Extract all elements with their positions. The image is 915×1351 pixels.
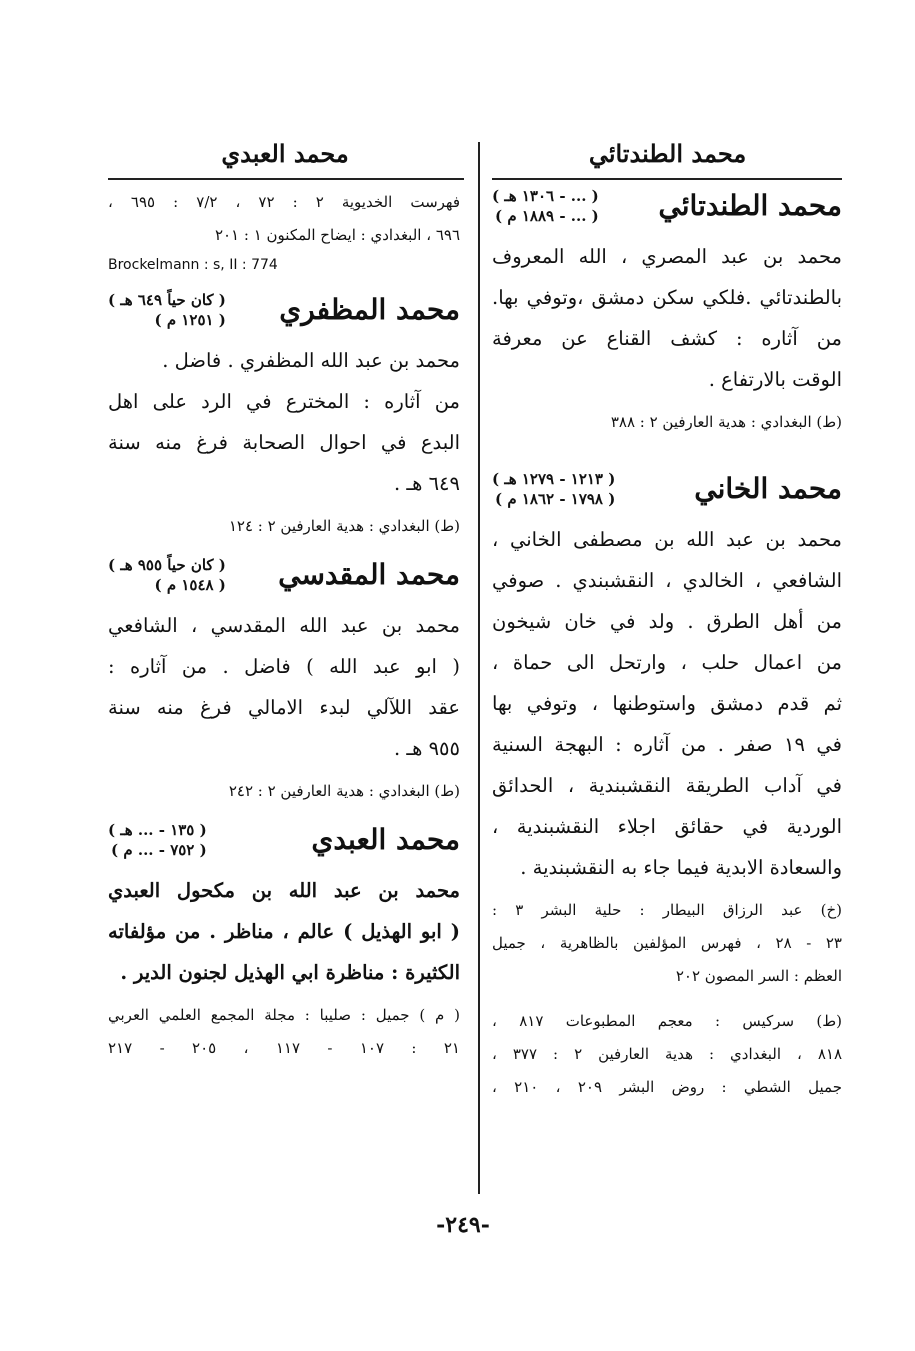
entry-name: محمد المظفري: [279, 293, 460, 326]
entry-name: محمد الطندتائي: [658, 189, 842, 222]
entry-name: محمد الخاني: [694, 472, 842, 505]
body-line: من أهل الطرق . ولد في خان شيخون: [492, 610, 842, 633]
entry-sources: [492, 1005, 842, 1104]
dates-gregorian: ( ١٧٩٨ - ١٨٦٢ م ): [495, 490, 616, 508]
dates-gregorian: ( ١٢٥١ م ): [154, 311, 226, 329]
entry-sources: [108, 999, 460, 1065]
source-latin: Brockelmann : s, II : 774: [108, 257, 278, 273]
running-header-left: محمد العبدي: [221, 139, 349, 168]
source-line: فهرست الخديوية ٢ : ٧٢ ، ٧/٢ : ٦٩٥ ،: [108, 193, 460, 211]
entry-body: [108, 605, 460, 769]
dates-hijri: ( كان حياً ٩٥٥ هـ ): [108, 556, 226, 574]
dates-hijri: ( ١٢١٣ - ١٢٧٩ هـ ): [492, 470, 616, 488]
dates-gregorian: ( ١٥٤٨ م ): [154, 576, 226, 594]
dates-hijri: ( كان حياً ٦٤٩ هـ ): [108, 291, 226, 309]
running-header-right: محمد الطندتائي: [588, 139, 747, 168]
body-line: من آثاره : كشف القناع عن معرفة: [492, 327, 842, 350]
body-line: الوقت بالارتفاع .: [708, 368, 842, 391]
body-line: ( ابو عبد الله ) فاضل . من آثاره :: [108, 655, 460, 678]
entry-khani: [492, 469, 842, 1104]
body-line: محمد بن عبد المصري ، الله المعروف: [492, 245, 842, 268]
entry-body: [108, 870, 460, 993]
source-line: جميل الشطي : روض البشر ٢٠٩ ، ٢١٠ ،: [492, 1078, 842, 1096]
body-line: والسعادة الابدية فيما جاء به النقشبندية .: [520, 856, 842, 879]
entry-sources: [492, 406, 842, 439]
entry-maqdisi: [108, 555, 460, 808]
right-column: [492, 186, 842, 1116]
entry-name: محمد العبدي: [311, 823, 460, 856]
body-line: من آثاره : المخترع في الرد على اهل: [108, 390, 460, 413]
entry-sources: [108, 775, 460, 808]
dates-hijri: ( ١٣٥ - ... هـ ): [108, 821, 207, 839]
body-line: من اعمال حلب ، وارتحل الى حماة ،: [492, 651, 842, 674]
body-line: ٦٤٩ هـ .: [393, 472, 460, 495]
source-line: ( م ) جميل : صليبا : مجلة المجمع العلمي العربي: [108, 1006, 460, 1024]
entry-body: [492, 519, 842, 888]
dates-hijri: ( ... - ١٣٠٦ هـ ): [492, 187, 599, 205]
entry-dates: [108, 820, 207, 860]
header-rule-right: [492, 178, 842, 180]
body-line: محمد بن عبد الله المظفري . فاضل .: [162, 349, 460, 372]
source-line: ٢٣ - ٢٨ ، فهرس المؤلفين بالظاهرية ، جميل: [492, 934, 842, 952]
dates-gregorian: ( ٧٥٢ - ... م ): [111, 841, 207, 859]
body-line: بالطندتائي .فلكي سكن دمشق ،وتوفي بها.: [492, 286, 842, 309]
entry-dates: [492, 469, 615, 509]
body-line: الشافعي ، الخالدي ، النقشبندي . صوفي: [492, 569, 842, 592]
body-line: في آداب الطريقة النقشبندية ، الحدائق: [492, 774, 842, 797]
body-line: محمد بن عبد الله بن مكحول العبدي: [108, 879, 460, 902]
header-rule-left: [108, 178, 464, 180]
entry-heading: [492, 186, 842, 226]
entry-dates: [108, 290, 226, 330]
source-line: (ط) سركيس : معجم المطبوعات ٨١٧ ،: [492, 1012, 842, 1030]
body-line: في ١٩ صفر . من آثاره : البهجة السنية: [492, 733, 842, 756]
entry-muzaffari: [108, 290, 460, 543]
body-line: عقد اللآلي لبدء الامالي فرغ منه سنة: [108, 696, 460, 719]
body-line: الوردية في حقائق اجلاء النقشبندية ،: [492, 815, 842, 838]
body-line: محمد بن عبد الله بن مصطفى الخاني ،: [492, 528, 842, 551]
left-column: [108, 186, 460, 1077]
entry-sources: [108, 510, 460, 543]
entry-name: محمد المقدسي: [278, 558, 460, 591]
source-line: العظم : السر المصون ٢٠٢: [675, 967, 842, 985]
entry-sources: [492, 894, 842, 993]
entry-dates: [492, 186, 599, 226]
source-line: (ط) البغدادي : هدية العارفين ٢ : ٣٨٨: [610, 413, 842, 431]
entry-dates: [108, 555, 226, 595]
source-line: ٦٩٦ ، البغدادي : ايضاح المكنون ١ : ٢٠١: [214, 226, 460, 244]
page-number: -٢٤٩-: [436, 1212, 490, 1238]
body-line: ٩٥٥ هـ .: [393, 737, 460, 760]
column-divider: [478, 142, 480, 1194]
source-line: (ط) البغدادي : هدية العارفين ٢ : ١٢٤: [228, 517, 460, 535]
entry-heading: [108, 290, 460, 330]
entry-abdi: [108, 820, 460, 1065]
body-line: البدع في احوال الصحابة فرغ منه سنة: [108, 431, 460, 454]
body-line: ثم قدم دمشق واستوطنها ، وتوفي بها: [492, 692, 842, 715]
entry-tantatai: [492, 186, 842, 439]
continued-sources: [108, 186, 460, 278]
source-line: ٨١٨ ، البغدادي : هدية العارفين ٢ : ٣٧٧ ،: [492, 1045, 843, 1063]
dates-gregorian: ( ... - ١٨٨٩ م ): [495, 207, 599, 225]
entry-body: [108, 340, 460, 504]
entry-body: [492, 236, 842, 400]
body-line: ( ابو الهذيل ) عالم ، مناظر . من مؤلفاته: [108, 920, 460, 943]
entry-heading: [108, 555, 460, 595]
entry-heading: [108, 820, 460, 860]
body-line: الكثيرة : مناظرة ابي الهذيل لجنون الدير .: [120, 961, 460, 984]
source-line: ٢١ : ١٠٧ - ١١٧ ، ٢٠٥ - ٢١٧: [108, 1039, 460, 1057]
entry-heading: [492, 469, 842, 509]
source-line: (ط) البغدادي : هدية العارفين ٢ : ٢٤٢: [228, 782, 460, 800]
body-line: محمد بن عبد الله المقدسي ، الشافعي: [108, 614, 460, 637]
source-line: (خ) عبد الرزاق البيطار : حلية البشر ٣ :: [492, 901, 842, 919]
